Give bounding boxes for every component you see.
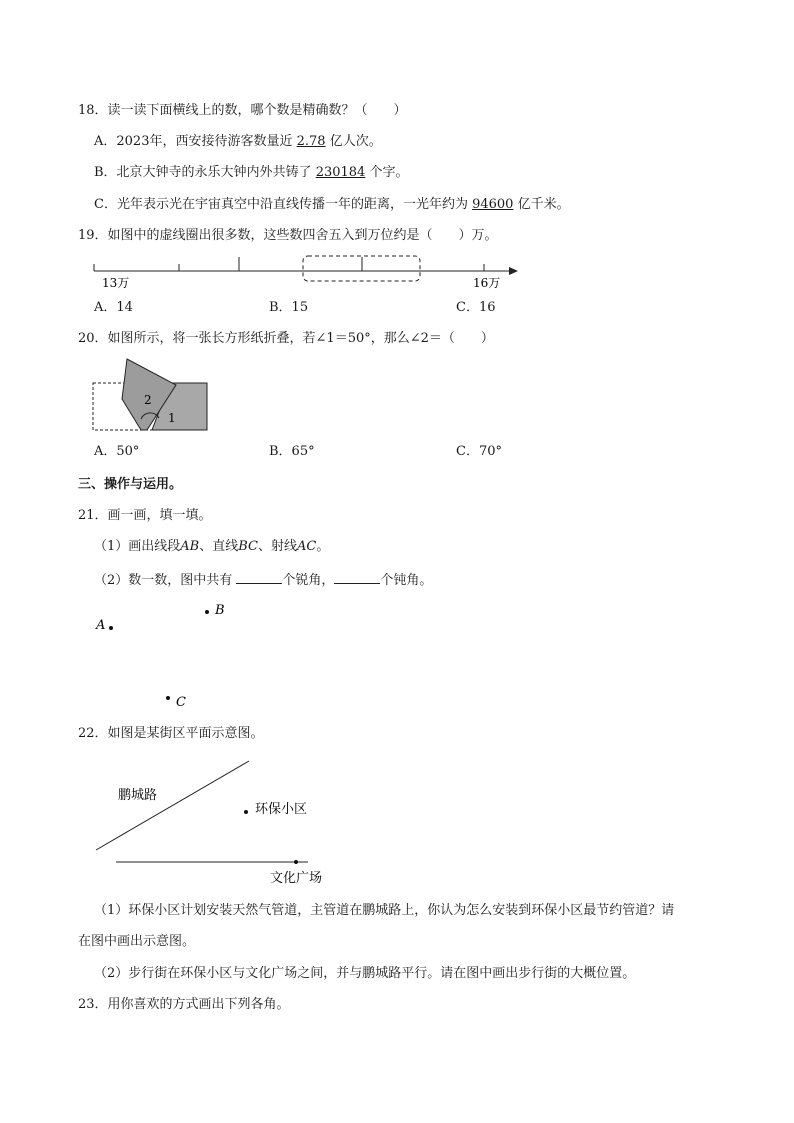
label-13wan: 13万 <box>102 276 130 290</box>
q22-stem: 22．如图是某街区平面示意图。 <box>78 726 264 741</box>
q18-option-c <box>94 196 570 214</box>
plaza-label: 文化广场 <box>270 871 323 886</box>
q18-option-c-text: C．光年表示光在宇宙真空中沿直线传播一年的距离，一光年约为 <box>94 197 473 212</box>
q18-option-b-number: 230184 <box>315 165 366 180</box>
point-c-label: C <box>176 695 186 710</box>
point-a <box>109 626 113 630</box>
angle-1-label: 1 <box>168 411 176 425</box>
q18-option-a <box>94 133 382 151</box>
point-c <box>166 696 170 700</box>
line-bc-label: BC <box>238 539 258 554</box>
community-label: 环保小区 <box>255 802 308 817</box>
q18-option-a-number: 2.78 <box>296 134 326 149</box>
folded-paper-figure <box>90 355 214 435</box>
community-point <box>244 810 248 814</box>
q19-option-c: C．16 <box>456 300 496 315</box>
q20-stem: 20．如图所示，将一张长方形纸折叠，若∠1＝50°，那么∠2＝（ ） <box>78 331 494 346</box>
q21-part1 <box>94 538 329 556</box>
point-b <box>205 610 209 614</box>
number-line-figure <box>88 250 528 292</box>
plaza-point <box>294 860 298 864</box>
section-title: 三、操作与运用。 <box>78 477 183 492</box>
q18-option-b-text: B．北京大钟寺的永乐大钟内外共铸了 <box>94 165 316 180</box>
street-map-figure <box>92 755 337 888</box>
q22-part1-line1: （1）环保小区计划安装天然气管道，主管道在鹏城路上，你认为怎么安装到环保小区最节约管道？请 <box>94 903 675 918</box>
q19-option-a: A．14 <box>94 300 133 315</box>
pengcheng-road-line <box>96 761 249 850</box>
q20-option-a: A．50° <box>94 444 140 459</box>
pengcheng-road-label: 鹏城路 <box>118 788 158 803</box>
q21-part2-text: （2）数一数，图中共有 <box>94 573 237 588</box>
q21-part2 <box>94 570 432 590</box>
q19-option-b: B．15 <box>269 300 309 315</box>
q21-part2-mid: 个锐角， <box>282 573 335 588</box>
q21-part1-sep1: 、直线 <box>199 539 239 554</box>
q18-stem: 18．读一读下面横线上的数，哪个数是精确数？（ ） <box>78 103 407 118</box>
q22-part2: （2）步行街在环保小区与文化广场之间，并与鹏城路平行。请在图中画出步行街的大概位置。 <box>94 966 636 981</box>
points-figure <box>90 598 230 713</box>
q18-option-a-tail: 亿人次。 <box>325 134 382 149</box>
point-b-label: B <box>215 603 225 618</box>
q19-stem: 19．如图中的虚线圈出很多数，这些数四舍五入到万位约是（ ）万。 <box>78 228 498 243</box>
q22-part1-line2: 在图中画出示意图。 <box>78 934 196 949</box>
acute-angle-blank[interactable] <box>236 570 282 584</box>
q20-option-b: B．65° <box>269 444 315 459</box>
q20-option-c: C．70° <box>456 444 502 459</box>
q21-part1-sep2: 、射线 <box>258 539 298 554</box>
q21-part1-text: （1）画出线段 <box>94 539 181 554</box>
q21-part1-end: 。 <box>316 539 330 554</box>
q18-option-c-tail: 亿千米。 <box>513 197 570 212</box>
label-16wan: 16万 <box>473 276 501 290</box>
point-a-label: A <box>96 618 106 633</box>
segment-ab-label: AB <box>180 539 200 554</box>
q18-option-b <box>94 164 408 182</box>
obtuse-angle-blank[interactable] <box>334 570 380 584</box>
q21-stem: 21．画一画，填一填。 <box>78 508 212 523</box>
q21-part2-end: 个钝角。 <box>380 573 433 588</box>
q18-option-a-text: A．2023年，西安接待游客数量近 <box>94 134 297 149</box>
q18-option-c-number: 94600 <box>472 197 514 212</box>
ray-ac-label: AC <box>297 539 317 554</box>
angle-2-label: 2 <box>144 393 152 407</box>
q23-stem: 23．用你喜欢的方式画出下列各角。 <box>78 997 290 1012</box>
arrow-head-icon <box>509 267 518 275</box>
q18-option-b-tail: 个字。 <box>365 165 409 180</box>
